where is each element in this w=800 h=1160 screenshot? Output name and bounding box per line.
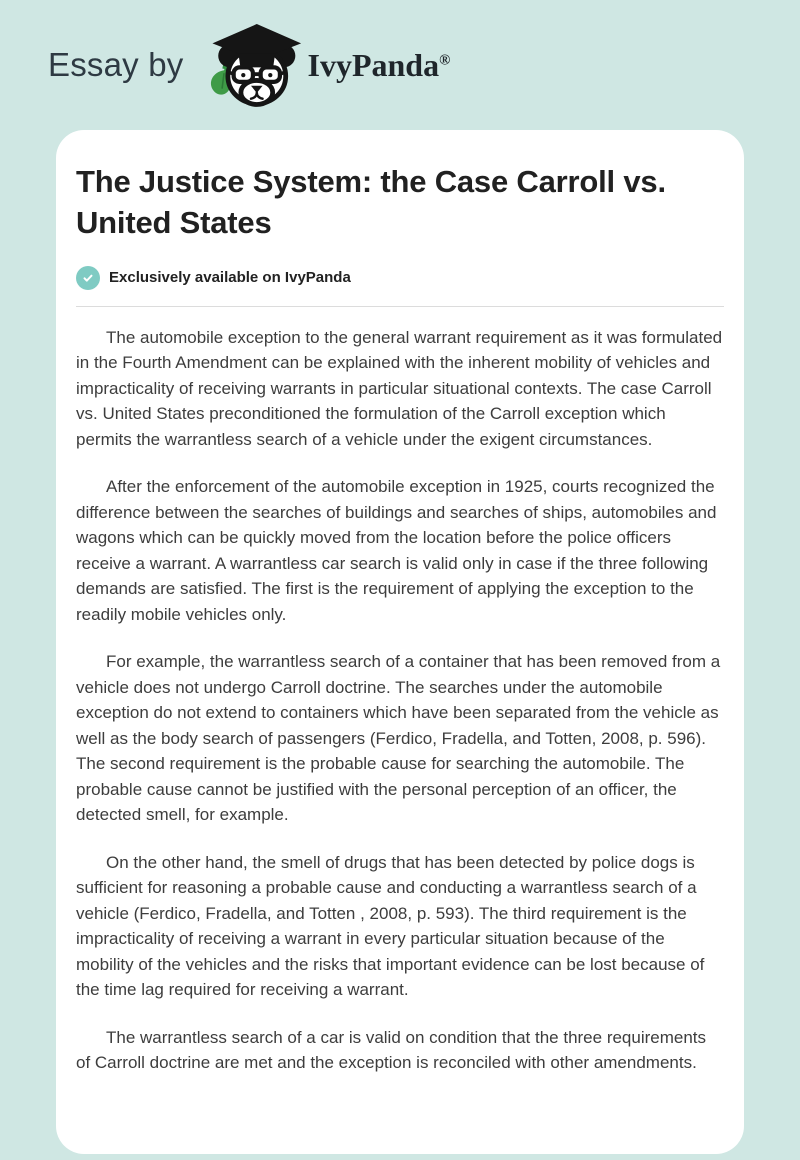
essay-title: The Justice System: the Case Carroll vs. United States xyxy=(76,164,666,240)
paragraph-2: After the enforcement of the automobile exception in 1925, courts recognized the difference between the searches of buildings and searches of ships, automobiles and wagons which can be quickly moved from the location before the police officers receive a warrant. A warrantless car search is valid only in case if the three following demands are satisfied. The first is the requirement of applying the exception to the readily mobile vehicles only. xyxy=(76,477,717,624)
paragraph-1: The automobile exception to the general warrant requirement as it was formulated in the Fourth Amendment can be explained with the inherent mobility of vehicles and impracticality of receiving warrants in particular situational contexts. The case Carroll vs. United States preconditioned the formulation of the Carroll exception which permits the warrantless search of a vehicle under the exigent circumstances. xyxy=(76,327,723,449)
essay-by-label: Essay by xyxy=(48,46,184,83)
essay-body xyxy=(76,325,724,1076)
paragraph-4: On the other hand, the smell of drugs that has been detected by police dogs is sufficient for reasoning a probable cause and conducting a warrantless search of a vehicle (Ferdico, Fradella, and Totten , 2008, p. 593). The third requirement is the impracticality of receiving a warrant in every particular situation because of the mobility of the vehicles and the risks that important evidence can be lost because of the time lag required for receiving a warrant. xyxy=(76,852,705,1000)
availability-badge xyxy=(76,266,724,290)
paragraph-3: For example, the warrantless search of a container that has been removed from a vehicle does not undergo Carroll doctrine. The searches under the automobile exception do not extend to containers which have been separated from the vehicle as well as the body search of passengers (Ferdico, Fradella, and Totten, 2008, p. 596). The second requirement is the probable cause for searching the automobile. The probable cause cannot be justified with the personal perception of an officer, the detected smell, for example. xyxy=(76,652,721,825)
brand-wordmark xyxy=(308,47,451,84)
paragraph-5: The warrantless search of a car is valid on condition that the three requirements of Carroll doctrine are met and the exception is reconciled with other amendments. xyxy=(76,1027,707,1073)
brand-name: IvyPanda xyxy=(307,46,440,83)
availability-label: Exclusively available on IvyPanda xyxy=(109,269,351,287)
panda-graduate-logo-icon xyxy=(198,19,304,111)
page-header xyxy=(0,0,800,130)
check-icon xyxy=(76,266,100,290)
registered-trademark-symbol: ® xyxy=(439,51,451,68)
divider xyxy=(76,306,724,307)
essay-card xyxy=(56,130,744,1154)
